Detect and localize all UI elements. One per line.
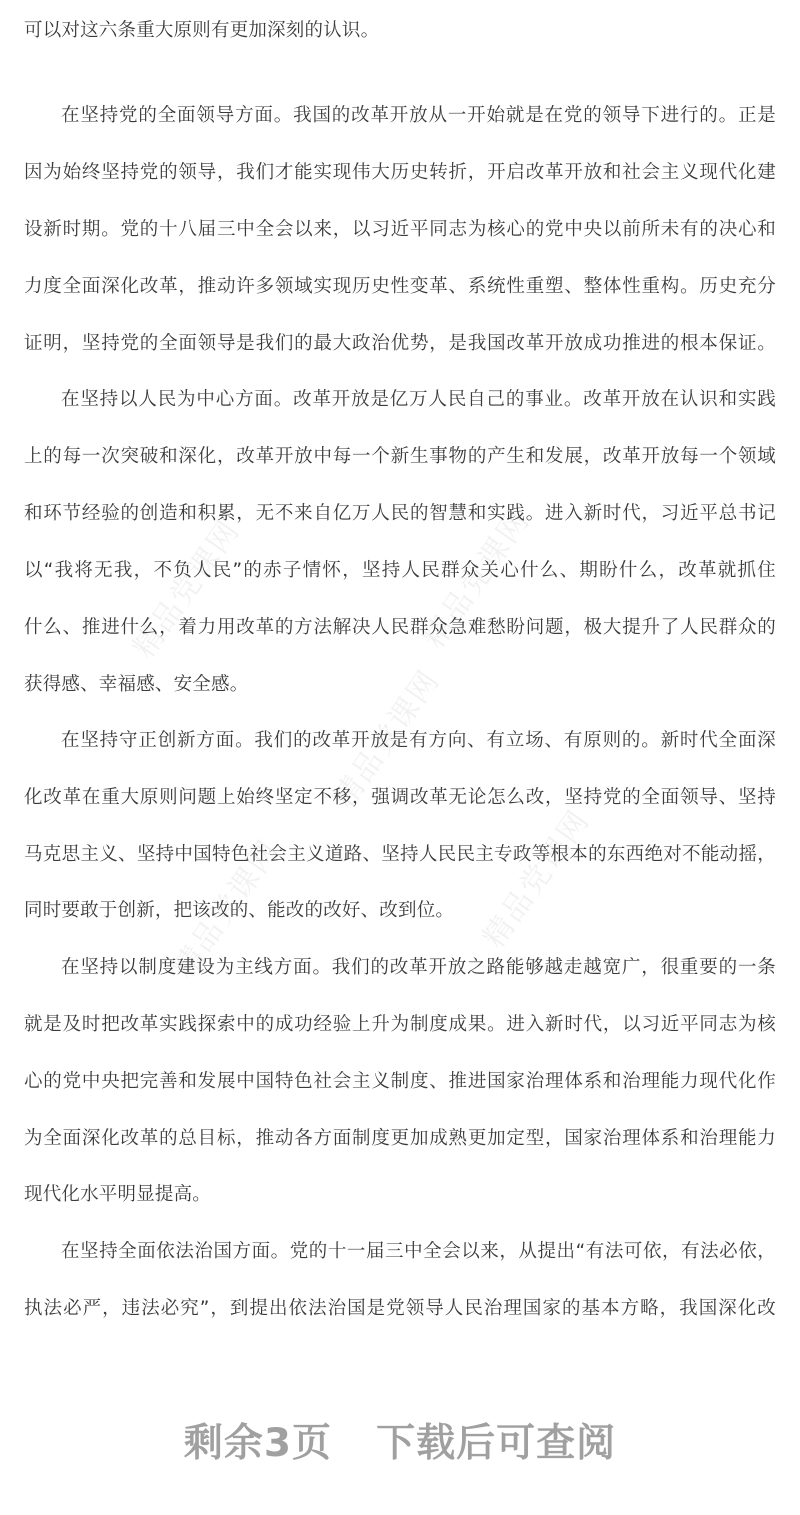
paragraph-line: 为全面深化改革的总目标，推动各方面制度更加成熟更加定型，国家治理体系和治理能力: [24, 1128, 776, 1149]
paragraph-line: 上的每一次突破和深化，改革开放中每一个新生事物的产生和发展，改革开放每一个领域: [24, 446, 776, 467]
remaining-pages-label: 剩余3页: [183, 1421, 333, 1466]
paragraph-line: 马克思主义、坚持中国特色社会主义道路、坚持人民民主专政等根本的东西绝对不能动摇，: [24, 844, 776, 865]
paragraph-line: 就是及时把改革实践探索中的成功经验上升为制度成果。进入新时代，以习近平同志为核: [24, 1014, 776, 1035]
paragraph-line: 化改革在重大原则问题上始终坚定不移，强调改革无论怎么改，坚持党的全面领导、坚持: [24, 787, 776, 808]
paragraph-line: 执法必严，违法必究”，到提出依法治国是党领导人民治理国家的基本方略，我国深化改: [24, 1298, 776, 1319]
paragraph-first-line: 在坚持党的全面领导方面。我国的改革开放从一开始就是在党的领导下进行的。正是: [61, 105, 776, 126]
paragraph-line: 和环节经验的创造和积累，无不来自亿万人民的智慧和实践。进入新时代，习近平总书记: [24, 503, 776, 524]
download-prompt-banner[interactable]: [0, 1412, 800, 1468]
paragraph-line: 设新时期。党的十八届三中全会以来，以习近平同志为核心的党中央以前所未有的决心和: [24, 219, 776, 240]
watermark-text: 精品党课网: [166, 833, 287, 985]
paragraph-line: 证明，坚持党的全面领导是我们的最大政治优势，是我国改革开放成功推进的根本保证。: [24, 333, 776, 354]
watermark-text: 精品党课网: [326, 663, 447, 815]
paragraph-line: 同时要敢于创新，把该改的、能改的改好、改到位。: [24, 900, 455, 921]
paragraph-line: 什么、推进什么，着力用改革的方法解决人民群众急难愁盼问题，极大提升了人民群众的: [24, 617, 776, 638]
watermark-text: 精品党课网: [126, 513, 247, 665]
watermark-text: 精品党课网: [416, 503, 537, 655]
paragraph-first-line: 在坚持全面依法治国方面。党的十一届三中全会以来，从提出“有法可依，有法必依，: [61, 1241, 776, 1262]
paragraph-line: 现代化水平明显提高。: [24, 1184, 212, 1205]
paragraph-line: 力度全面深化改革，推动许多领域实现历史性变革、系统性重塑、整体性重构。历史充分: [24, 276, 776, 297]
paragraph-first-line: 在坚持以人民为中心方面。改革开放是亿万人民自己的事业。改革开放在认识和实践: [61, 389, 776, 410]
watermark-text: 精品党课网: [476, 803, 597, 955]
paragraph-first-line: 在坚持守正创新方面。我们的改革开放是有方向、有立场、有原则的。新时代全面深: [61, 730, 776, 751]
paragraph-first-line: 在坚持以制度建设为主线方面。我们的改革开放之路能够越走越宽广，很重要的一条: [61, 957, 776, 978]
paragraph-line: 以“我将无我，不负人民”的赤子情怀，坚持人民群众关心什么、期盼什么，改革就抓住: [24, 560, 776, 581]
paragraph-line: 心的党中央把完善和发展中国特色社会主义制度、推进国家治理体系和治理能力现代化作: [24, 1071, 776, 1092]
paragraph-line: 因为始终坚持党的领导，我们才能实现伟大历史转折，开启改革开放和社会主义现代化建: [24, 162, 776, 183]
paragraph-line: 获得感、幸福感、安全感。: [24, 674, 249, 695]
download-to-view-label[interactable]: 下载后可查阅: [376, 1421, 617, 1466]
paragraph-line: 可以对这六条重大原则有更加深刻的认识。: [24, 20, 380, 41]
